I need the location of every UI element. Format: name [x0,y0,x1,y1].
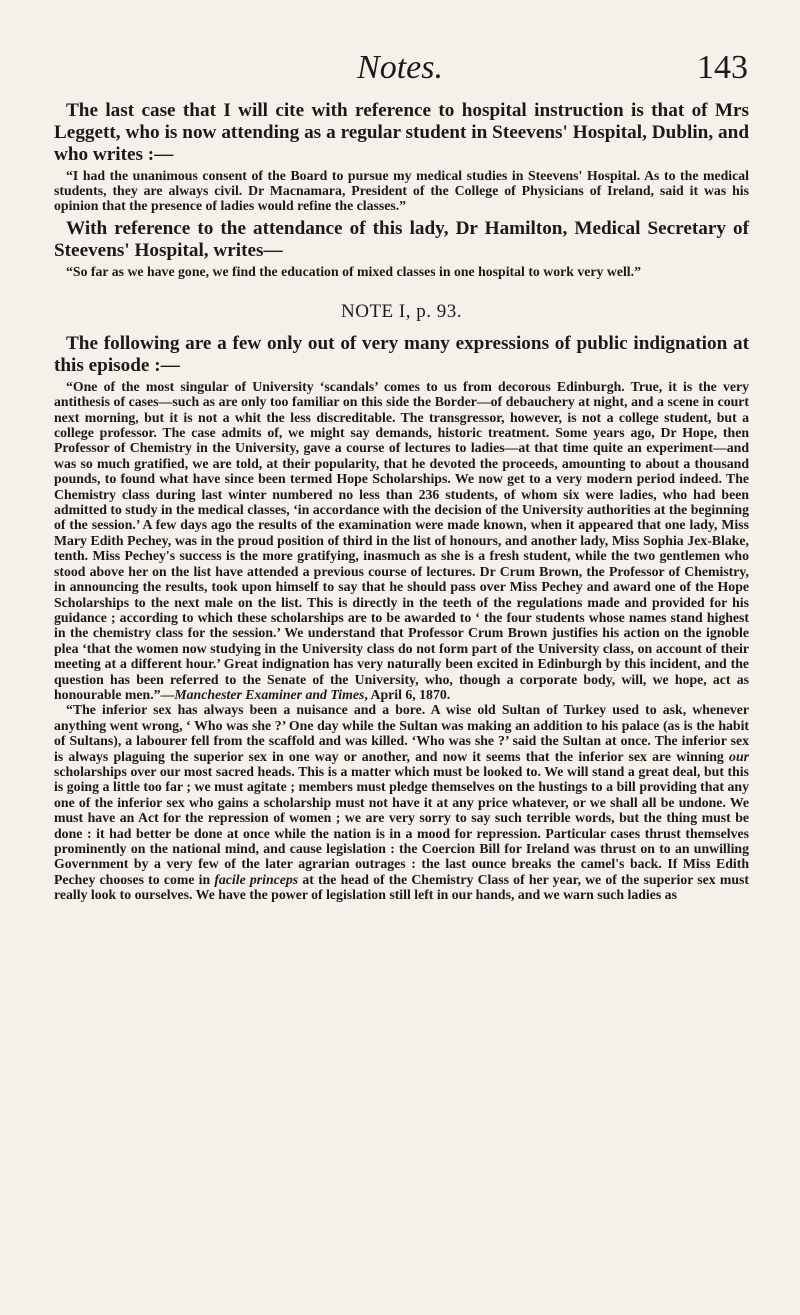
quote-inferior-text-b: scholarships over our most sacred heads. This is a matter which must be looked to. We will stand a great deal, but this is going a little too far ; we must agitate ; members must pledge themselves on the hustings to a bill providing that any one of the inferior sex who gains a scholarship must not have it at any price whatever, or we shall all be undone. We must have an Act for the repression of women ; we are very sorry to say such terrible words, but the thing must be done : it had better be done at once while the nation is in a mood for repression. Particular cases thrust themselves prominently on the national mind, and cause legislation : the Coercion Bill for Ireland was thrust on to an unwilling Government by a very few of the later agrarian outrages : the last ounce breaks the camel's back. If Miss Edith Pechey chooses to come in [54,763,749,887]
quote-hamilton: “So far as we have gone, we find the education of mixed classes in one hospital to work very well.” [66,263,641,279]
quote-manchester-text: “One of the most singular of University ‘scandals’ comes to us from decorous Edinburgh. True, it is the very antithesis of cases—such as are only too familiar on this side the Border—of debauchery at night, and a scene in court next morning, but it is not a whit the less discreditable. The transgressor, however, is not a college student, but a college professor. The case admits of, we might say demands, historic treatment. Some years ago, Dr Hope, then Professor of Chemistry in the University, gave a course of lectures to ladies—at that time quite an experiment—and was so much gratified, we are told, at their popularity, that he devoted the proceeds, amounting to about a thousand pounds, to found what have since been termed Hope Scholarships. We now get to a very modern period indeed. The Chemistry class during last winter numbered no less than 236 students, of whom six were ladies, who had been admitted to study in the medical classes, ‘in accordance with the decision of the University authorities at the beginning of the session.’ A few days ago the results of the examination were made known, when it appeared that one lady, Miss Mary Edith Pechey, was in the proud position of third in the list of honours, and another lady, Miss Sophia Jex-Blake, tenth. Miss Pechey's success is the more gratifying, inasmuch as she is a fresh student, while the two gentlemen who stood above her on the list have attended a previous course of lectures. Dr Crum Brown, the Professor of Chemistry, in announcing the results, took upon himself to say that he should pass over Miss Pechey and award one of the Hope Scholarships to the next male on the list. This is directly in the teeth of the regulations made and provided for his guidance ; according to which these scholarships are to be awarded to ‘ the four students whose names stand highest in the chemistry class for the session.’ We understand that Professor Crum Brown justifies his action on the ignoble plea ‘that the women now studying in the University class do not form part of the University class, on account of their meeting at a different hour.’ Great indignation has very naturally been excited in Edinburgh by this incident, and the question has been referred to the Senate of the University, who, though a corporate body, will, we hope, act as honourable men.”— [54,378,749,702]
quote-inferior-text-c: at the head of the Chemistry Class of her year, we of the superior sex must really look to ourselves. We have the power of legislation still left in our hands, and we warn such ladies as [54,871,749,903]
quote-inferior-text-a: “The inferior sex has always been a nuisance and a bore. A wise old Sultan of Turkey used to ask, whenever anything went wrong, ‘ Who was she ?’ One day while the Sultan was making an addition to his palace (as is the habit of Sultans), a labourer fell from the scaffold and was killed. ‘Who was she ?’ said the Sultan at once. The inferior sex is always plaguing the superior sex in one way or another, and now it seems that the inferior sex are winning [54,702,749,764]
paragraph-hamilton: With reference to the attendance of this lady, Dr Hamilton, Medical Secretary of Steevens' Hospital, writes— [54,217,749,261]
quote-leggett: “I had the unanimous consent of the Board to pursue my medical studies in Steevens' Hospital. As to the medical students, they are always civil. Dr Macnamara, President of the College of Physicians of Ireland, said it was his opinion that the presence of ladies would refine the classes.” [54,168,749,214]
page-number: 143 [697,49,748,86]
note-heading: NOTE I, p. 93. [341,300,462,322]
quote-inferior-latin: facile princeps [214,871,299,887]
quote-manchester-date: , April 6, 1870. [364,686,451,702]
quote-inferior-our: our [729,748,749,764]
quote-inferior-sex [54,702,749,902]
paragraph-leggett: The last case that I will cite with reference to hospital instruction is that of Mrs Leggett, who is now attending as a regular student in Steevens' Hospital, Dublin, and who writes :— [54,100,749,165]
running-title: Notes. [357,49,443,86]
quote-manchester-examiner [54,379,749,703]
quote-manchester-source: Manchester Examiner and Times [174,686,365,702]
paragraph-indignation: The following are a few only out of very many expressions of public indignation at this episode :— [54,332,749,376]
page-body [54,100,749,903]
running-head [0,48,800,92]
